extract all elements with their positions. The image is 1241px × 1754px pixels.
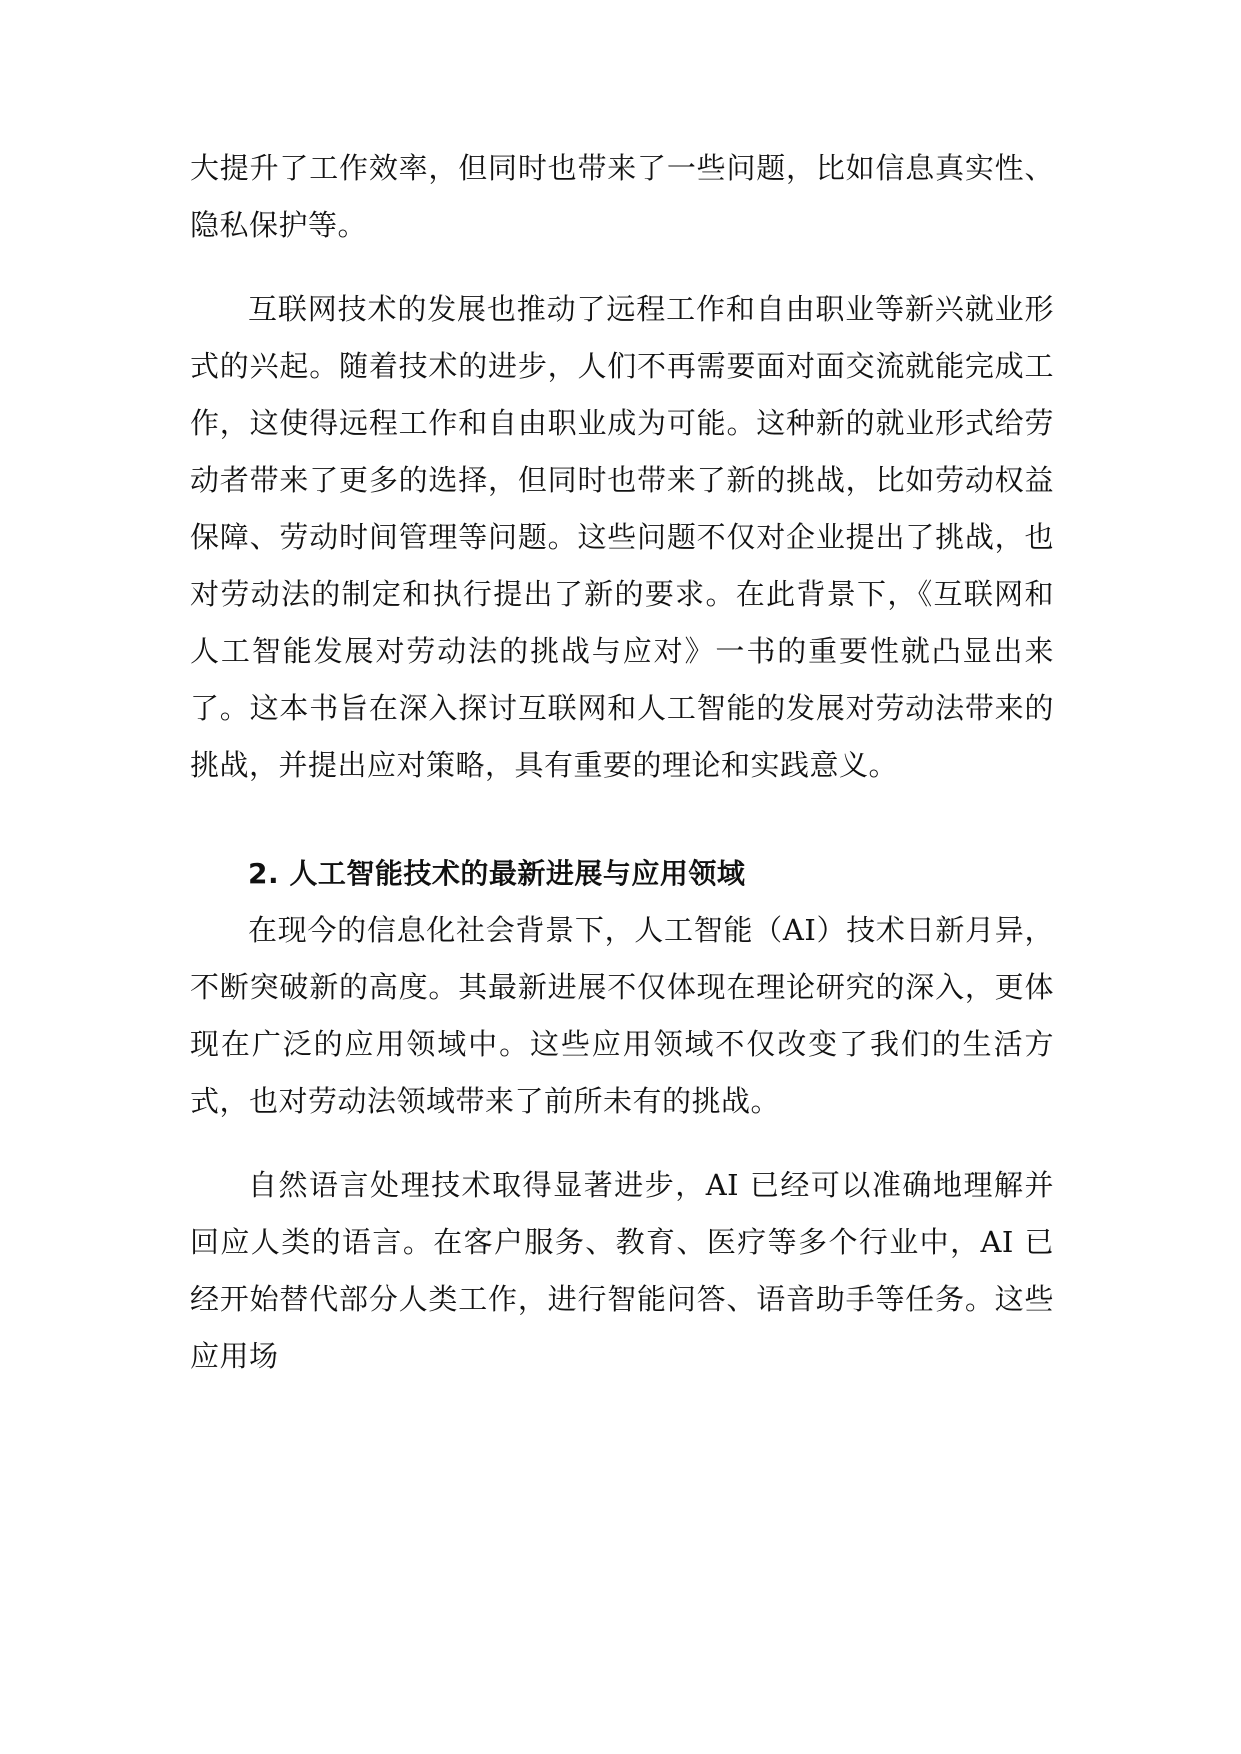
text-column bbox=[190, 140, 1054, 1385]
paragraph-nlp: 自然语言处理技术取得显著进步，AI 已经可以准确地理解并回应人类的语言。在客户服务、教育、医疗等多个行业中，AI 已经开始替代部分人类工作，进行智能问答、语音助手等任务。这些应用场 bbox=[190, 1168, 1054, 1373]
paragraph-continued: 大提升了工作效率，但同时也带来了一些问题，比如信息真实性、隐私保护等。 bbox=[190, 151, 1054, 242]
paragraph-ai-progress: 在现今的信息化社会背景下，人工智能（AI）技术日新月异，不断突破新的高度。其最新进展不仅体现在理论研究的深入，更体现在广泛的应用领域中。这些应用领域不仅改变了我们的生活方式，也对劳动法领域带来了前所未有的挑战。 bbox=[190, 913, 1054, 1118]
section-heading: 2. 人工智能技术的最新进展与应用领域 bbox=[248, 857, 746, 890]
paragraph-internet-employment: 互联网技术的发展也推动了远程工作和自由职业等新兴就业形式的兴起。随着技术的进步，人们不再需要面对面交流就能完成工作，这使得远程工作和自由职业成为可能。这种新的就业形式给劳动者带来了更多的选择，但同时也带来了新的挑战，比如劳动权益保障、劳动时间管理等问题。这些问题不仅对企业提出了挑战，也对劳动法的制定和执行提出了新的要求。在此背景下，《互联网和人工智能发展对劳动法的挑战与应对》一书的重要性就凸显出来了。这本书旨在深入探讨互联网和人工智能的发展对劳动法带来的挑战，并提出应对策略，具有重要的理论和实践意义。 bbox=[190, 292, 1054, 782]
